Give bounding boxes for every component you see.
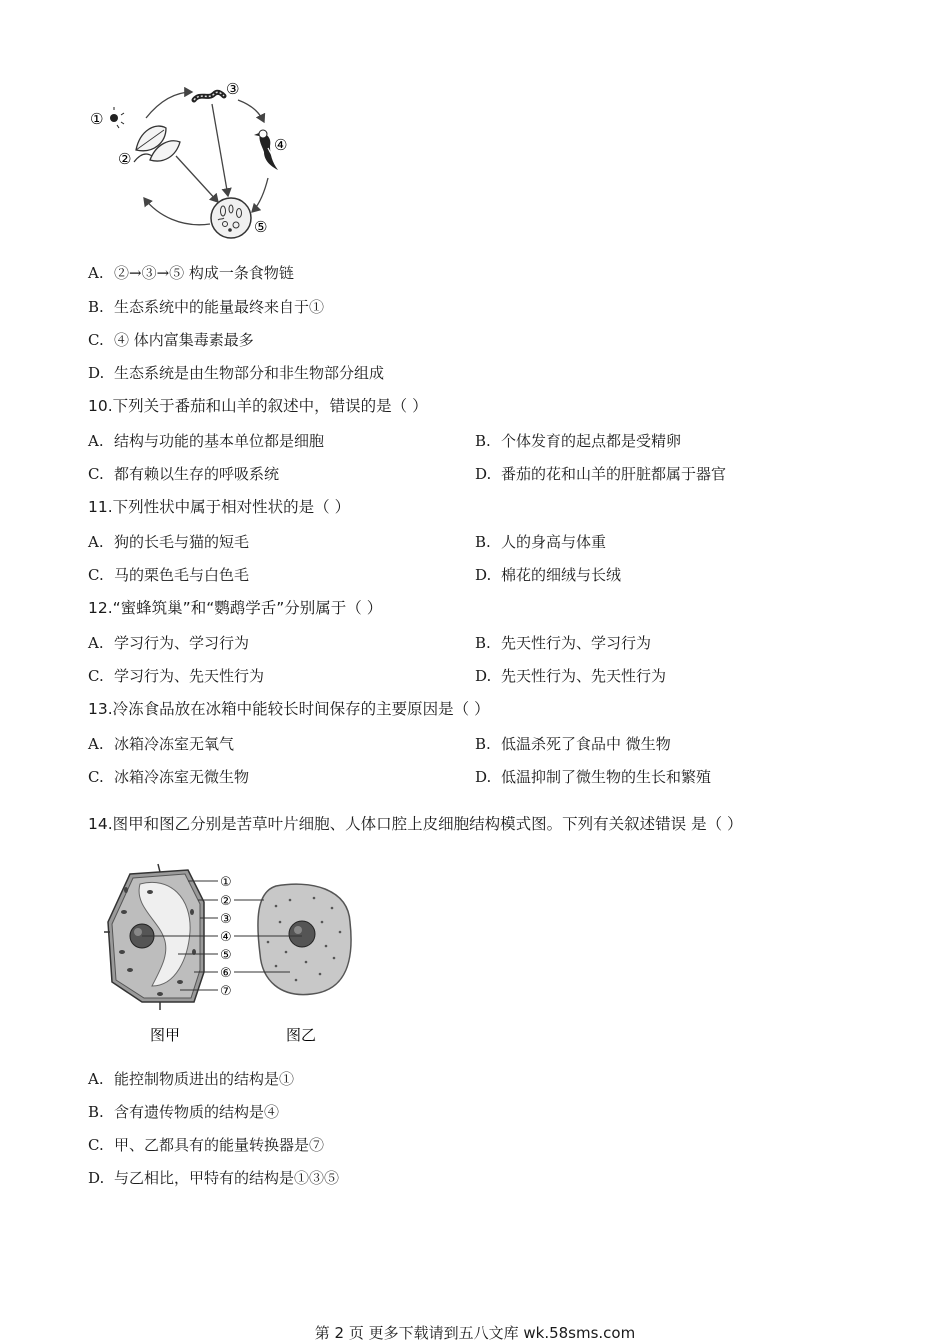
caterpillar-icon bbox=[194, 92, 224, 100]
caption-right: 图乙 bbox=[286, 1026, 317, 1044]
fig1-label-5: ⑤ bbox=[254, 218, 268, 236]
q14-option-d[interactable]: D. 与乙相比，甲特有的结构是①③⑤ bbox=[88, 1169, 340, 1187]
q11-option-c[interactable]: C. 马的栗色毛与白色毛 bbox=[88, 566, 250, 584]
q13-option-d[interactable]: D. 低温抑制了微生物的生长和繁殖 bbox=[475, 768, 712, 786]
q12-option-b[interactable]: B. 先天性行为、学习行为 bbox=[475, 634, 652, 652]
q12-option-d[interactable]: D. 先天性行为、先天性行为 bbox=[475, 667, 667, 685]
ecosystem-cycle-figure bbox=[88, 78, 303, 248]
q11-option-b[interactable]: B. 人的身高与体重 bbox=[475, 533, 607, 551]
sun-icon bbox=[110, 107, 124, 128]
q10-option-b[interactable]: B. 个体发育的起点都是受精卵 bbox=[475, 432, 682, 450]
fig1-label-1: ① bbox=[90, 110, 104, 128]
q14-option-a[interactable]: A. 能控制物质进出的结构是① bbox=[88, 1070, 295, 1088]
animal-cell-diagram bbox=[258, 884, 351, 994]
q13-option-a[interactable]: A. 冰箱冷冻室无氧气 bbox=[88, 735, 235, 753]
q13-option-c[interactable]: C. 冰箱冷冻室无微生物 bbox=[88, 768, 250, 786]
q9-option-c[interactable]: C. ④ 体内富集毒素最多 bbox=[88, 331, 254, 349]
cell-label-7: ⑦ bbox=[220, 984, 232, 999]
fig1-label-4: ④ bbox=[274, 136, 288, 154]
q11-option-a[interactable]: A. 狗的长毛与猫的短毛 bbox=[88, 533, 250, 551]
q11-stem: 11.下列性状中属于相对性状的是（ ） bbox=[88, 498, 351, 516]
q10-option-a[interactable]: A. 结构与功能的基本单位都是细胞 bbox=[88, 432, 325, 450]
cell-structure-figure bbox=[100, 862, 360, 1052]
q10-stem: 10.下列关于番茄和山羊的叙述中，错误的是（ ） bbox=[88, 397, 428, 415]
q14-option-b[interactable]: B. 含有遗传物质的结构是④ bbox=[88, 1103, 280, 1121]
q12-option-a[interactable]: A. 学习行为、学习行为 bbox=[88, 634, 250, 652]
cell-label-4: ④ bbox=[220, 930, 232, 945]
q14-option-c[interactable]: C. 甲、乙都具有的能量转换器是⑦ bbox=[88, 1136, 325, 1154]
q12-option-c[interactable]: C. 学习行为、先天性行为 bbox=[88, 667, 265, 685]
q14-stem: 14.图甲和图乙分别是苦草叶片细胞、人体口腔上皮细胞结构模式图。下列有关叙述错误 是（ ） bbox=[88, 815, 743, 833]
leaf-icon bbox=[134, 126, 180, 162]
q9-option-d[interactable]: D. 生态系统是由生物部分和非生物部分组成 bbox=[88, 364, 385, 382]
q13-option-b[interactable]: B. 低温杀死了食品中 微生物 bbox=[475, 735, 671, 753]
cell-label-5: ⑤ bbox=[220, 948, 232, 963]
fig1-label-3: ③ bbox=[226, 80, 240, 98]
q10-option-d[interactable]: D. 番茄的花和山羊的肝脏都属于器官 bbox=[475, 465, 727, 483]
caption-left: 图甲 bbox=[150, 1026, 181, 1044]
cell-labels bbox=[220, 875, 232, 999]
q11-option-d[interactable]: D. 棉花的细绒与长绒 bbox=[475, 566, 622, 584]
q9-option-a[interactable]: A. ②→③→⑤ 构成一条食物链 bbox=[88, 264, 294, 282]
page-footer[interactable]: 第 2 页 更多下载请到五八文库 wk.58sms.com bbox=[314, 1324, 636, 1342]
cell-label-3: ③ bbox=[220, 912, 232, 927]
cell-label-6: ⑥ bbox=[220, 966, 232, 981]
q13-stem: 13.冷冻食品放在冰箱中能较长时间保存的主要原因是（ ） bbox=[88, 700, 490, 718]
cell-label-2: ② bbox=[220, 894, 232, 909]
cell-label-1: ① bbox=[220, 875, 232, 890]
fig1-label-2: ② bbox=[118, 150, 132, 168]
q9-option-b[interactable]: B. 生态系统中的能量最终来自于① bbox=[88, 298, 325, 316]
q12-stem: 12.“蜜蜂筑巢”和“鹦鹉学舌”分别属于（ ） bbox=[88, 599, 383, 617]
plant-cell-diagram bbox=[104, 864, 204, 1010]
microorganisms-icon bbox=[211, 198, 251, 238]
q10-option-c[interactable]: C. 都有赖以生存的呼吸系统 bbox=[88, 465, 280, 483]
